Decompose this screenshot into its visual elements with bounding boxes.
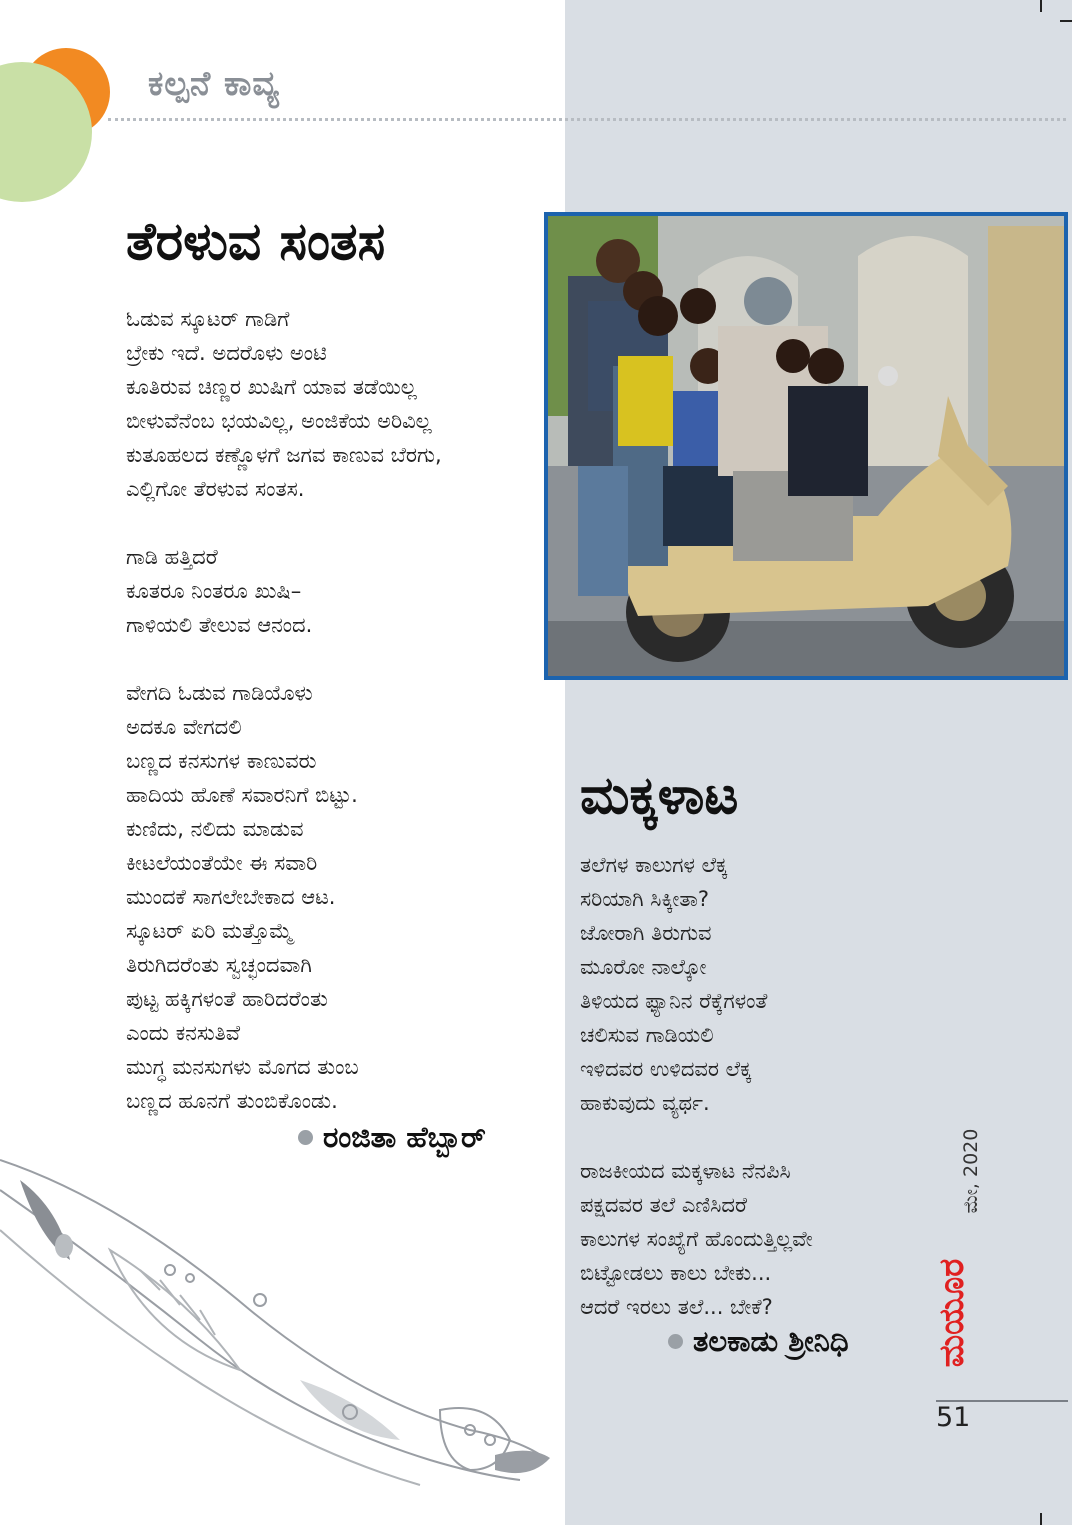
poem2-title: ಮಕ್ಕಳಾಟ	[580, 766, 739, 826]
poem1-body	[126, 302, 546, 1118]
poem-line: ತಲೆಗಳ ಕಾಲುಗಳ ಲೆಕ್ಕ	[580, 853, 728, 877]
scooter-family-illustration	[548, 216, 1064, 676]
poem-line: ಮುಗ್ಧ ಮನಸುಗಳು ಮೊಗದ ತುಂಬ	[126, 1055, 359, 1079]
page-number: 51	[936, 1402, 971, 1433]
poem-line: ಕೀಟಲೆಯಂತೆಯೇ ಈ ಸವಾರಿ	[126, 851, 318, 875]
issue-date: ಮೇ, 2020	[960, 1128, 982, 1214]
poem2-body	[580, 848, 920, 1324]
fish-line-illustration	[0, 1140, 560, 1520]
poem-line: ತಿರುಗಿದರೆಂತು ಸ್ವಚ್ಛಂದವಾಗಿ	[126, 953, 312, 977]
poem-line: ತಿಳಿಯದ ಫ್ಯಾನಿನ ರೆಕ್ಕೆಗಳಂತೆ	[580, 989, 768, 1013]
crop-mark	[1040, 0, 1042, 12]
poem-line: ಗಾಡಿ ಹತ್ತಿದರೆ	[126, 545, 218, 569]
poem-line: ಮೂರೋ ನಾಲ್ಕೋ	[580, 955, 707, 979]
stanza-gap	[126, 506, 546, 540]
poem-line: ಸರಿಯಾಗಿ ಸಿಕ್ಕೀತಾ?	[580, 887, 710, 911]
poem-line: ಕುತೂಹಲದ ಕಣ್ಣೊಳಗೆ ಜಗವ ಕಾಣುವ ಬೆರಗು,	[126, 443, 442, 467]
poem-line: ಚಲಿಸುವ ಗಾಡಿಯಲಿ	[580, 1023, 714, 1047]
poem-line: ಅದಕೂ ವೇಗದಲಿ	[126, 715, 242, 739]
poem-line: ರಾಜಕೀಯದ ಮಕ್ಕಳಾಟ ನೆನಪಿಸಿ	[580, 1159, 791, 1183]
author-name: ರಂಜಿತಾ ಹೆಬ್ಬಾರ್	[323, 1120, 486, 1154]
poem-line: ವೇಗದಿ ಓಡುವ ಗಾಡಿಯೊಳು	[126, 681, 313, 705]
stanza-gap	[126, 642, 546, 676]
poem-line: ಕಾಲುಗಳ ಸಂಖ್ಯೆಗೆ ಹೊಂದುತ್ತಿಲ್ಲವೇ	[580, 1227, 813, 1251]
poem-line: ಕುಣಿದು, ನಲಿದು ಮಾಡುವ	[126, 817, 304, 841]
poem1-title: ತೆರಳುವ ಸಂತಸ	[126, 212, 386, 272]
poem-line: ಹಾದಿಯ ಹೊಣೆ ಸವಾರನಿಗೆ ಬಿಟ್ಟು.	[126, 783, 358, 807]
poem-line: ಬಣ್ಣದ ಹೂನಗೆ ತುಂಬಿಕೊಂಡು.	[126, 1089, 338, 1113]
poem-line: ಗಾಳಿಯಲಿ ತೇಲುವ ಆನಂದ.	[126, 613, 313, 637]
poem-line: ಪಕ್ಷದವರ ತಲೆ ಎಣಿಸಿದರೆ	[580, 1193, 747, 1217]
poem-line: ಎಲ್ಲಿಗೋ ತೆರಳುವ ಸಂತಸ.	[126, 477, 305, 501]
poem-line: ಇಳಿದವರ ಉಳಿದವರ ಲೆಕ್ಕ	[580, 1057, 752, 1081]
poem-line: ಮುಂದಕೆ ಸಾಗಲೇಬೇಕಾದ ಆಟ.	[126, 885, 336, 909]
poem-line: ಆದರೆ ಇರಲು ತಲೆ... ಬೇಕೆ?	[580, 1295, 773, 1319]
poem-line: ಬಿಟ್ಟೋಡಲು ಕಾಲು ಬೇಕು...	[580, 1261, 772, 1285]
poem-line: ಬಣ್ಣದ ಕನಸುಗಳ ಕಾಣುವರು	[126, 749, 317, 773]
section-label: ಕಲ್ಪನೆ ಕಾವ್ಯ	[148, 64, 280, 104]
magazine-logo: ಮಯೂರ	[932, 1258, 972, 1368]
decorative-circles	[0, 48, 120, 208]
poem-line: ಕೂತಿರುವ ಚಿಣ್ಣರ ಖುಷಿಗೆ ಯಾವ ತಡೆಯಿಲ್ಲ	[126, 375, 417, 399]
author-name: ತಲಕಾಡು ಶ್ರೀನಿಧಿ	[693, 1324, 849, 1358]
poem-line: ಹಾಕುವುದು ವ್ಯರ್ಥ.	[580, 1091, 710, 1115]
poem2-author	[668, 1324, 849, 1359]
poem-line: ಓಡುವ ಸ್ಕೂಟರ್ ಗಾಡಿಗೆ	[126, 307, 290, 331]
crop-mark	[1060, 20, 1072, 22]
poem-line: ಬೀಳುವೆನೆಂಬ ಭಯವಿಲ್ಲ, ಅಂಜಿಕೆಯ ಅರಿವಿಲ್ಲ	[126, 409, 432, 433]
poem-line: ಎಂದು ಕನಸುತಿವೆ	[126, 1021, 241, 1045]
scooter-photo	[544, 212, 1068, 680]
poem-line: ಬ್ರೇಕು ಇದೆ. ಅದರೊಳು ಅಂಟಿ	[126, 341, 327, 365]
poem-line: ಜೋರಾಗಿ ತಿರುಗುವ	[580, 921, 712, 945]
header-divider	[108, 118, 1066, 121]
stanza-gap	[580, 1120, 920, 1154]
poem-line: ಕೂತರೂ ನಿಂತರೂ ಖುಷಿ–	[126, 579, 302, 603]
poem-line: ಪುಟ್ಟ ಹಕ್ಕಿಗಳಂತೆ ಹಾರಿದರೆಂತು	[126, 987, 328, 1011]
bullet-dot	[668, 1334, 683, 1349]
poem-line: ಸ್ಕೂಟರ್ ಏರಿ ಮತ್ತೊಮ್ಮೆ	[126, 919, 293, 943]
crop-mark	[1040, 1513, 1042, 1525]
